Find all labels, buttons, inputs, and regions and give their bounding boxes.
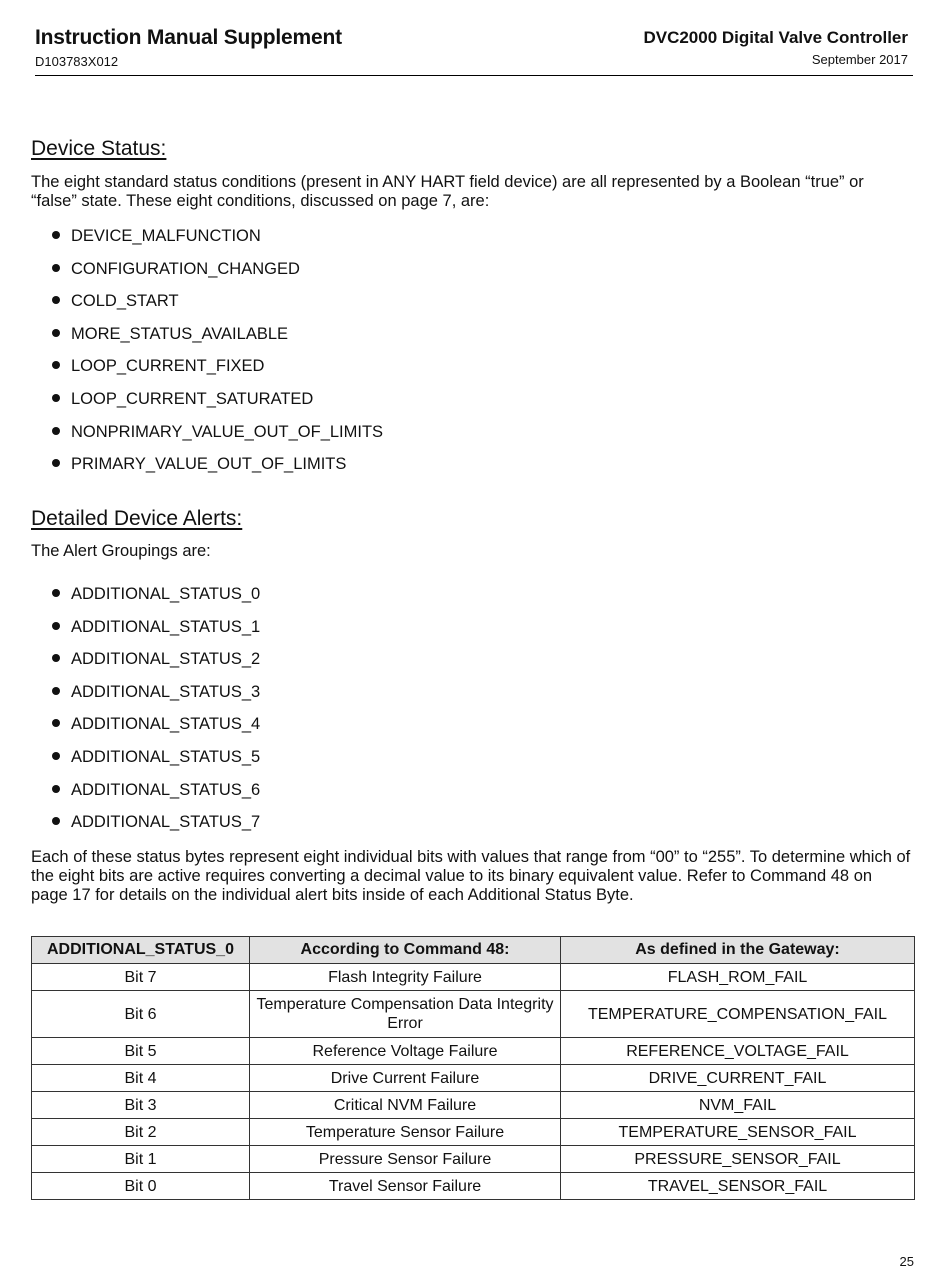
table-cell: PRESSURE_SENSOR_FAIL — [561, 1146, 915, 1173]
status-bytes-explanation: Each of these status bytes represent eight individual bits with values that range from “00” to “255”. To determine which of the eight bits are active requires converting a decimal value to its binary equivalent value. Refer to Command 48 on page 17 for details on the individual alert bits inside of each Additional Status Byte. — [31, 848, 911, 904]
bullet-icon — [52, 654, 60, 662]
bullet-icon — [52, 231, 60, 239]
bullet-icon — [52, 752, 60, 760]
additional-status-table — [31, 936, 915, 1200]
table-cell: TRAVEL_SENSOR_FAIL — [561, 1173, 915, 1200]
table-cell: DRIVE_CURRENT_FAIL — [561, 1065, 915, 1092]
table-row — [32, 1119, 915, 1146]
table-cell: Bit 4 — [32, 1065, 250, 1092]
bullet-icon — [52, 719, 60, 727]
manual-title: Instruction Manual Supplement — [35, 26, 342, 49]
device-status-list — [52, 226, 383, 487]
table-cell: TEMPERATURE_SENSOR_FAIL — [561, 1119, 915, 1146]
table-header-row — [32, 937, 915, 964]
table-cell: Temperature Sensor Failure — [250, 1119, 561, 1146]
list-item: ADDITIONAL_STATUS_4 — [52, 714, 260, 747]
bullet-icon — [52, 427, 60, 435]
table-cell: Bit 5 — [32, 1038, 250, 1065]
table-cell: TEMPERATURE_COMPENSATION_FAIL — [561, 991, 915, 1038]
table-cell: Critical NVM Failure — [250, 1092, 561, 1119]
table-cell: Bit 0 — [32, 1173, 250, 1200]
bullet-icon — [52, 264, 60, 272]
table-row — [32, 964, 915, 991]
bullet-icon — [52, 817, 60, 825]
bullet-icon — [52, 394, 60, 402]
alert-groupings-list — [52, 584, 260, 845]
bullet-icon — [52, 589, 60, 597]
table-cell: Temperature Compensation Data Integrity Error — [250, 991, 561, 1038]
list-item: ADDITIONAL_STATUS_7 — [52, 812, 260, 845]
page-header — [35, 26, 913, 76]
list-item: MORE_STATUS_AVAILABLE — [52, 324, 383, 357]
bullet-icon — [52, 296, 60, 304]
table-cell: Bit 6 — [32, 991, 250, 1038]
table-cell: FLASH_ROM_FAIL — [561, 964, 915, 991]
table-cell: Bit 7 — [32, 964, 250, 991]
detailed-alerts-intro: The Alert Groupings are: — [31, 542, 211, 560]
table-row — [32, 1092, 915, 1119]
device-status-heading: Device Status: — [31, 137, 167, 160]
publication-date: September 2017 — [811, 52, 908, 67]
table-row — [32, 1146, 915, 1173]
column-header: ADDITIONAL_STATUS_0 — [32, 937, 250, 964]
bullet-icon — [52, 622, 60, 630]
document-number: D103783X012 — [35, 54, 119, 69]
table-row — [32, 1065, 915, 1092]
list-item: PRIMARY_VALUE_OUT_OF_LIMITS — [52, 454, 383, 487]
table-cell: REFERENCE_VOLTAGE_FAIL — [561, 1038, 915, 1065]
table-cell: Bit 3 — [32, 1092, 250, 1119]
table-cell: NVM_FAIL — [561, 1092, 915, 1119]
list-item: ADDITIONAL_STATUS_0 — [52, 584, 260, 617]
list-item: COLD_START — [52, 291, 383, 324]
table-row — [32, 1038, 915, 1065]
bullet-icon — [52, 687, 60, 695]
list-item: DEVICE_MALFUNCTION — [52, 226, 383, 259]
list-item: LOOP_CURRENT_SATURATED — [52, 389, 383, 422]
list-item: ADDITIONAL_STATUS_5 — [52, 747, 260, 780]
column-header: As defined in the Gateway: — [561, 937, 915, 964]
list-item: NONPRIMARY_VALUE_OUT_OF_LIMITS — [52, 422, 383, 455]
table-cell: Bit 2 — [32, 1119, 250, 1146]
page-number: 25 — [899, 1254, 914, 1269]
table-cell: Pressure Sensor Failure — [250, 1146, 561, 1173]
detailed-alerts-heading: Detailed Device Alerts: — [31, 507, 243, 530]
table-cell: Drive Current Failure — [250, 1065, 561, 1092]
list-item: LOOP_CURRENT_FIXED — [52, 356, 383, 389]
bullet-icon — [52, 329, 60, 337]
bullet-icon — [52, 459, 60, 467]
column-header: According to Command 48: — [250, 937, 561, 964]
table-cell: Reference Voltage Failure — [250, 1038, 561, 1065]
table-cell: Bit 1 — [32, 1146, 250, 1173]
list-item: ADDITIONAL_STATUS_1 — [52, 617, 260, 650]
product-title: DVC2000 Digital Valve Controller — [643, 28, 908, 47]
bullet-icon — [52, 785, 60, 793]
table-row — [32, 1173, 915, 1200]
list-item: ADDITIONAL_STATUS_2 — [52, 649, 260, 682]
device-status-intro: The eight standard status conditions (present in ANY HART field device) are all represented by a Boolean “true” or “false” state. These eight conditions, discussed on page 7, are: — [31, 173, 864, 210]
list-item: ADDITIONAL_STATUS_3 — [52, 682, 260, 715]
table-cell: Travel Sensor Failure — [250, 1173, 561, 1200]
list-item: ADDITIONAL_STATUS_6 — [52, 780, 260, 813]
bullet-icon — [52, 361, 60, 369]
table-row — [32, 991, 915, 1038]
table-cell: Flash Integrity Failure — [250, 964, 561, 991]
list-item: CONFIGURATION_CHANGED — [52, 259, 383, 292]
